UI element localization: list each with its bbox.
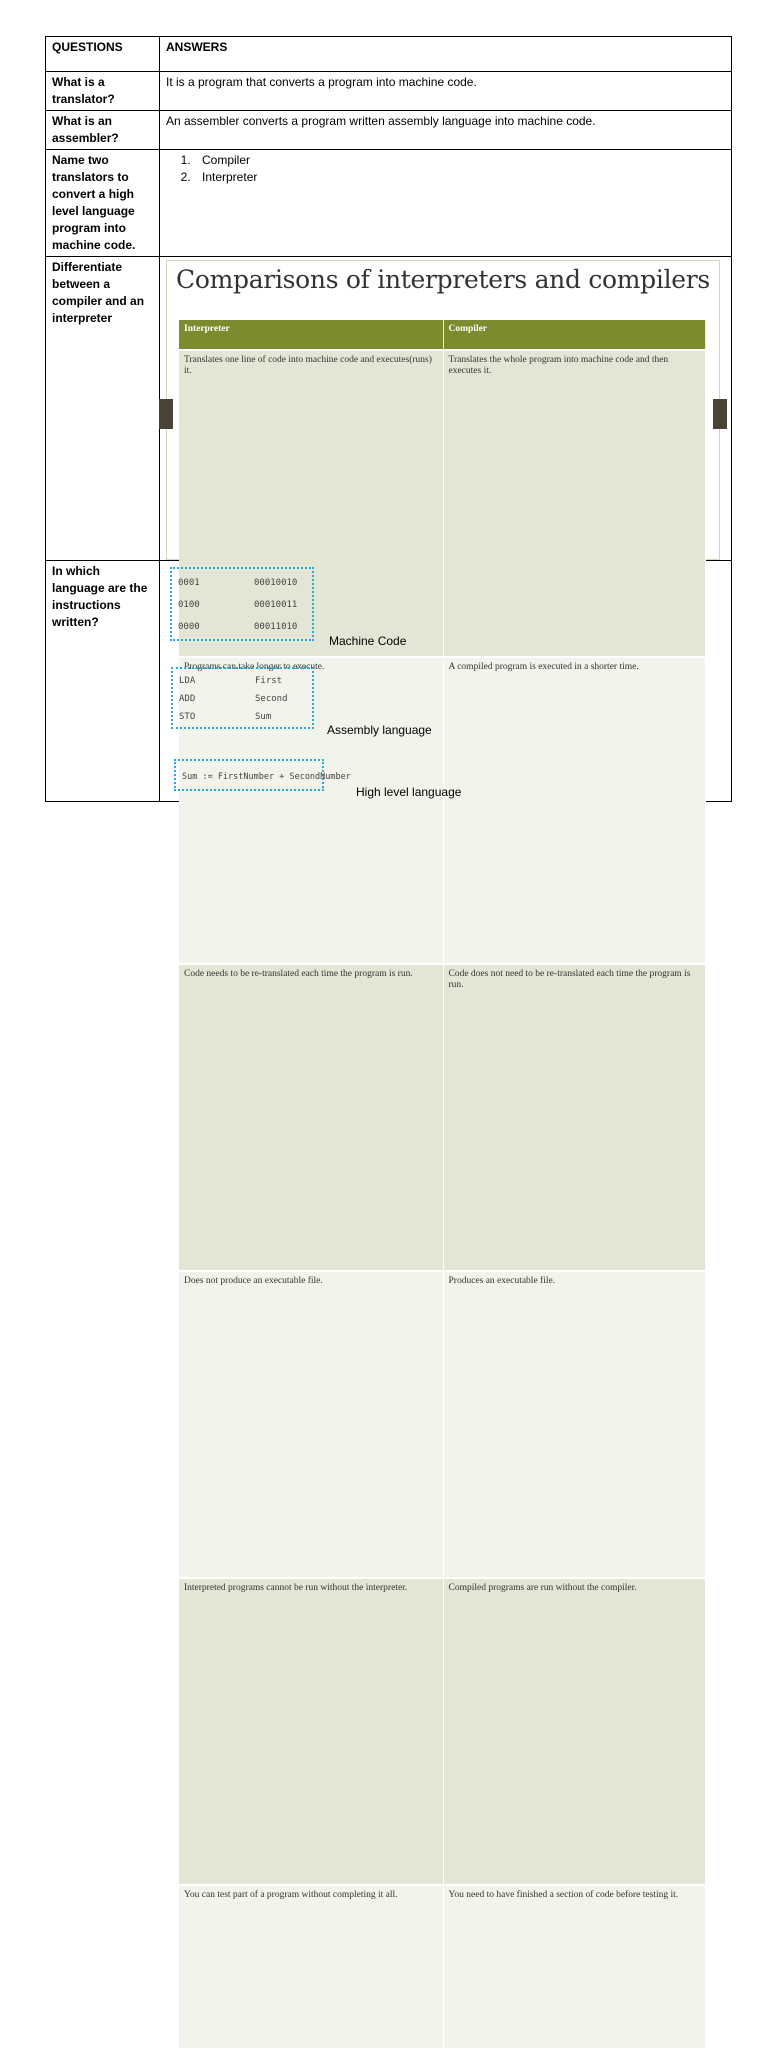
question-cell: What is a translator? — [46, 72, 160, 111]
slide-tab-right — [713, 399, 727, 429]
opcode: 0100 — [178, 600, 200, 610]
compiler-cell: Code does not need to be re-translated each time the program is run. — [443, 964, 706, 1271]
operand: 00010010 — [254, 578, 298, 588]
list-item: 1. Compiler — [194, 152, 726, 169]
compiler-header: Compiler — [443, 320, 706, 350]
slide-title: Comparisons of interpreters and compilers — [176, 265, 710, 294]
answer-cell — [160, 561, 732, 802]
compiler-cell: A compiled program is executed in a shorter time. — [443, 657, 706, 964]
question-cell: In which language are the instructions written? — [46, 561, 160, 802]
opcode: 0000 — [178, 622, 200, 632]
compiler-cell: Translates the whole program into machine code and then executes it. — [443, 350, 706, 657]
table-row — [46, 111, 732, 150]
interpreter-cell: Interpreted programs cannot be run without the interpreter. — [179, 1578, 443, 1885]
opcode: ADD — [179, 694, 196, 704]
assembly-code-box — [171, 667, 314, 729]
answer-cell: It is a program that converts a program into machine code. — [160, 72, 732, 111]
header-row — [46, 37, 732, 72]
answer-cell — [160, 150, 732, 257]
question-cell: Name two translators to convert a high level language program into machine code. — [46, 150, 160, 257]
operand: Sum — [255, 712, 272, 722]
comparison-row — [179, 1271, 706, 1578]
compiler-cell: Compiled programs are run without the compiler. — [443, 1578, 706, 1885]
table-row — [46, 72, 732, 111]
translator-list — [166, 152, 726, 186]
table-row — [46, 257, 732, 561]
interpreter-cell: Code needs to be re-translated each time the program is run. — [179, 964, 443, 1271]
interpreter-cell: Translates one line of code into machine code and executes(runs) it. — [179, 350, 443, 657]
operand: 00010011 — [254, 600, 298, 610]
opcode: LDA — [179, 676, 196, 686]
comparison-row — [179, 964, 706, 1271]
table-row — [46, 150, 732, 257]
opcode: STO — [179, 712, 196, 722]
comparison-row — [179, 1578, 706, 1885]
operand: Second — [255, 694, 288, 704]
answers-header: ANSWERS — [160, 37, 732, 72]
interpreter-cell: Does not produce an executable file. — [179, 1271, 443, 1578]
comparison-row — [179, 1885, 706, 2048]
machine-code-label: Machine Code — [329, 634, 407, 648]
question-cell: Differentiate between a compiler and an interpreter — [46, 257, 160, 561]
opcode: 0001 — [178, 578, 200, 588]
operand: First — [255, 676, 283, 686]
code-examples — [160, 561, 731, 799]
assembly-language-label: Assembly language — [327, 723, 432, 737]
operand: 00011010 — [254, 622, 298, 632]
table-row — [46, 561, 732, 802]
high-level-code-box — [174, 759, 351, 791]
high-level-language-label: High level language — [356, 785, 462, 799]
questions-header: QUESTIONS — [46, 37, 160, 72]
qa-table — [45, 36, 732, 1900]
list-item: 2. Interpreter — [194, 169, 726, 186]
high-level-code-line: Sum := FirstNumber + SecondNumber — [182, 772, 351, 782]
interpreter-cell: You can test part of a program without completing it all. — [179, 1885, 443, 2048]
slide-tab-left — [159, 399, 173, 429]
interpreter-cell: Programs can take longer to execute. — [179, 657, 443, 964]
compiler-cell: You need to have finished a section of code before testing it. — [443, 1885, 706, 2048]
question-cell: What is an assembler? — [46, 111, 160, 150]
interpreter-header: Interpreter — [179, 320, 443, 350]
compiler-cell: Produces an executable file. — [443, 1271, 706, 1578]
machine-code-box — [170, 567, 314, 641]
answer-cell: An assembler converts a program written assembly language into machine code. — [160, 111, 732, 150]
comparison-header-row — [179, 320, 706, 350]
